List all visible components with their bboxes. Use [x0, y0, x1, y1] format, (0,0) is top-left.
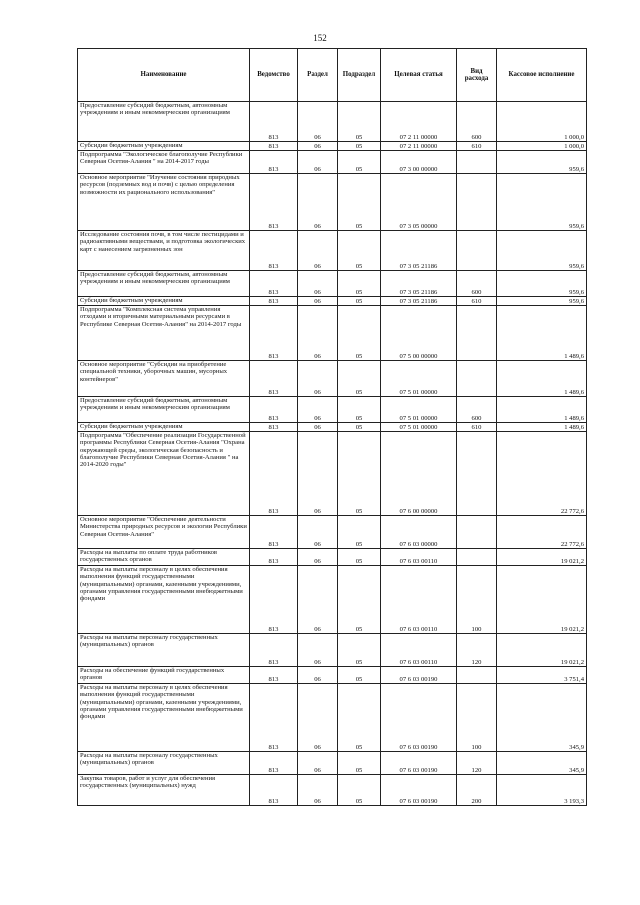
- cell-celevaya: 07 6 03 00190: [381, 667, 457, 684]
- cell-name: Расходы на обеспечение функций государственных органов: [78, 667, 250, 684]
- cell-vid: [457, 432, 497, 516]
- cell-razdel: 06: [298, 684, 338, 752]
- table-row: [78, 432, 587, 516]
- cell-kassa: 1 489,6: [497, 397, 587, 423]
- cell-vedomstvo: 813: [250, 752, 298, 775]
- cell-razdel: 06: [298, 667, 338, 684]
- cell-celevaya: 07 6 03 00190: [381, 775, 457, 806]
- cell-razdel: 06: [298, 549, 338, 566]
- cell-vedomstvo: 813: [250, 516, 298, 549]
- cell-vedomstvo: 813: [250, 549, 298, 566]
- cell-kassa: 959,6: [497, 151, 587, 174]
- header-name: Наименование: [78, 49, 250, 102]
- cell-vid: 610: [457, 142, 497, 151]
- table-row: [78, 151, 587, 174]
- table-row: [78, 102, 587, 142]
- cell-razdel: 06: [298, 306, 338, 361]
- cell-celevaya: 07 6 03 00190: [381, 752, 457, 775]
- cell-razdel: 06: [298, 752, 338, 775]
- cell-podrazdel: 05: [338, 423, 381, 432]
- cell-razdel: 06: [298, 297, 338, 306]
- table-row: [78, 667, 587, 684]
- cell-vid: [457, 667, 497, 684]
- cell-podrazdel: 05: [338, 142, 381, 151]
- cell-name: Основное мероприятие "Субсидии на приобретение специальной техники, уборочных машин, мусорных контейнеров": [78, 361, 250, 397]
- budget-table: [77, 48, 587, 806]
- cell-name: Предоставление субсидий бюджетным, автономным учреждениям и иным некоммерческим организациям: [78, 397, 250, 423]
- cell-razdel: 06: [298, 775, 338, 806]
- cell-kassa: 1 000,0: [497, 142, 587, 151]
- cell-podrazdel: 05: [338, 516, 381, 549]
- cell-kassa: 1 489,6: [497, 361, 587, 397]
- cell-celevaya: 07 6 03 00190: [381, 684, 457, 752]
- cell-name: Основное мероприятие "Обеспечение деятельности Министерства природных ресурсов и экологии Республики Северная Осетия-Алания": [78, 516, 250, 549]
- header-celevaya: Целевая статья: [381, 49, 457, 102]
- cell-name: Расходы на выплаты персоналу в целях обеспечения выполнения функций государственными (муниципальными) органами, казенными учреждениями, органами управления государственными внебюджетными фондами: [78, 684, 250, 752]
- cell-name: Субсидии бюджетным учреждениям: [78, 423, 250, 432]
- cell-name: Расходы на выплаты по оплате труда работников государственных органов: [78, 549, 250, 566]
- cell-vid: 600: [457, 271, 497, 297]
- cell-kassa: 959,6: [497, 231, 587, 271]
- cell-kassa: 1 489,6: [497, 306, 587, 361]
- cell-podrazdel: 05: [338, 549, 381, 566]
- cell-vedomstvo: 813: [250, 231, 298, 271]
- cell-razdel: 06: [298, 102, 338, 142]
- cell-celevaya: 07 3 05 21186: [381, 297, 457, 306]
- cell-celevaya: 07 6 00 00000: [381, 432, 457, 516]
- table-row: [78, 306, 587, 361]
- cell-razdel: 06: [298, 271, 338, 297]
- cell-podrazdel: 05: [338, 231, 381, 271]
- cell-vedomstvo: 813: [250, 634, 298, 667]
- header-vedomstvo: Ведомство: [250, 49, 298, 102]
- cell-vid: [457, 151, 497, 174]
- cell-kassa: 1 000,0: [497, 102, 587, 142]
- cell-name: Субсидии бюджетным учреждениям: [78, 297, 250, 306]
- cell-razdel: 06: [298, 397, 338, 423]
- cell-vedomstvo: 813: [250, 306, 298, 361]
- cell-vid: 610: [457, 297, 497, 306]
- cell-kassa: 345,9: [497, 752, 587, 775]
- cell-name: Расходы на выплаты персоналу государственных (муниципальных) органов: [78, 634, 250, 667]
- cell-name: Основное мероприятие "Изучение состояния природных ресурсов (подземных вод и почв) с целью определения возможности их рационального использования": [78, 174, 250, 231]
- cell-kassa: 19 021,2: [497, 549, 587, 566]
- cell-podrazdel: 05: [338, 174, 381, 231]
- cell-celevaya: 07 2 11 00000: [381, 142, 457, 151]
- cell-vid: 100: [457, 684, 497, 752]
- table-row: [78, 775, 587, 806]
- table-row: [78, 566, 587, 634]
- table-row: [78, 634, 587, 667]
- cell-celevaya: 07 5 01 00000: [381, 361, 457, 397]
- cell-vid: 120: [457, 752, 497, 775]
- table-row: [78, 752, 587, 775]
- header-podrazdel: Подраздел: [338, 49, 381, 102]
- cell-vedomstvo: 813: [250, 174, 298, 231]
- cell-podrazdel: 05: [338, 432, 381, 516]
- cell-razdel: 06: [298, 432, 338, 516]
- cell-razdel: 06: [298, 142, 338, 151]
- cell-vid: [457, 174, 497, 231]
- cell-kassa: 3 751,4: [497, 667, 587, 684]
- header-razdel: Раздел: [298, 49, 338, 102]
- cell-kassa: 345,9: [497, 684, 587, 752]
- cell-podrazdel: 05: [338, 271, 381, 297]
- cell-name: Предоставление субсидий бюджетным, автономным учреждениям и иным некоммерческим организациям: [78, 271, 250, 297]
- cell-vedomstvo: 813: [250, 361, 298, 397]
- cell-kassa: 3 193,3: [497, 775, 587, 806]
- cell-vid: 600: [457, 397, 497, 423]
- cell-podrazdel: 05: [338, 667, 381, 684]
- table-row: [78, 142, 587, 151]
- cell-vid: [457, 231, 497, 271]
- cell-name: Подпрограмма "Обеспечение реализации Государственной программы Республики Северная Осетия-Алания "Охрана окружающей среды, экологическая безопасность и благополучие Республики Северная Осетия-Алания " на 2014-2020 годы": [78, 432, 250, 516]
- cell-podrazdel: 05: [338, 306, 381, 361]
- table-row: [78, 297, 587, 306]
- cell-vedomstvo: 813: [250, 397, 298, 423]
- cell-vedomstvo: 813: [250, 667, 298, 684]
- cell-celevaya: 07 2 11 00000: [381, 102, 457, 142]
- header-vid: Вид расхода: [457, 49, 497, 102]
- cell-podrazdel: 05: [338, 102, 381, 142]
- cell-kassa: 959,6: [497, 271, 587, 297]
- cell-name: Субсидии бюджетным учреждениям: [78, 142, 250, 151]
- cell-vedomstvo: 813: [250, 684, 298, 752]
- cell-kassa: 19 021,2: [497, 566, 587, 634]
- cell-kassa: 959,6: [497, 297, 587, 306]
- cell-razdel: 06: [298, 516, 338, 549]
- cell-podrazdel: 05: [338, 297, 381, 306]
- cell-podrazdel: 05: [338, 634, 381, 667]
- cell-podrazdel: 05: [338, 752, 381, 775]
- cell-vid: 600: [457, 102, 497, 142]
- cell-kassa: 22 772,6: [497, 516, 587, 549]
- cell-celevaya: 07 5 00 00000: [381, 306, 457, 361]
- cell-celevaya: 07 6 03 00110: [381, 566, 457, 634]
- cell-celevaya: 07 6 03 00110: [381, 634, 457, 667]
- cell-vedomstvo: 813: [250, 271, 298, 297]
- cell-vedomstvo: 813: [250, 566, 298, 634]
- cell-name: Подпрограмма "Комплексная система управления отходами и вторичными материальными ресурсами в Республике Северная Осетия-Алания" на 2014-2017 годы: [78, 306, 250, 361]
- cell-razdel: 06: [298, 566, 338, 634]
- cell-vid: 120: [457, 634, 497, 667]
- cell-kassa: 19 021,2: [497, 634, 587, 667]
- cell-celevaya: 07 6 03 00110: [381, 549, 457, 566]
- cell-celevaya: 07 3 05 21186: [381, 231, 457, 271]
- cell-podrazdel: 05: [338, 775, 381, 806]
- cell-celevaya: 07 5 01 00000: [381, 397, 457, 423]
- cell-vedomstvo: 813: [250, 432, 298, 516]
- cell-vedomstvo: 813: [250, 423, 298, 432]
- table-row: [78, 397, 587, 423]
- table-row: [78, 231, 587, 271]
- cell-celevaya: 07 5 01 00000: [381, 423, 457, 432]
- cell-name: Расходы на выплаты персоналу в целях обеспечения выполнения функций государственными (муниципальными) органами, казенными учреждениями, органами управления государственными внебюджетными фондами: [78, 566, 250, 634]
- cell-celevaya: 07 3 00 00000: [381, 151, 457, 174]
- cell-vid: [457, 361, 497, 397]
- cell-name: Закупка товаров, работ и услуг для обеспечения государственных (муниципальных) нужд: [78, 775, 250, 806]
- cell-razdel: 06: [298, 634, 338, 667]
- cell-kassa: 959,6: [497, 174, 587, 231]
- cell-razdel: 06: [298, 174, 338, 231]
- cell-kassa: 22 772,6: [497, 432, 587, 516]
- cell-vedomstvo: 813: [250, 142, 298, 151]
- page-number: 152: [313, 33, 327, 43]
- cell-razdel: 06: [298, 231, 338, 271]
- cell-name: Подпрограмма "Экологическое благополучие Республики Северная Осетия-Алания " на 2014-2017 годы: [78, 151, 250, 174]
- cell-podrazdel: 05: [338, 397, 381, 423]
- table-row: [78, 174, 587, 231]
- cell-razdel: 06: [298, 361, 338, 397]
- cell-vedomstvo: 813: [250, 102, 298, 142]
- cell-name: Расходы на выплаты персоналу государственных (муниципальных) органов: [78, 752, 250, 775]
- cell-celevaya: 07 3 05 21186: [381, 271, 457, 297]
- cell-razdel: 06: [298, 151, 338, 174]
- cell-podrazdel: 05: [338, 684, 381, 752]
- header-kassa: Кассовое исполнение: [497, 49, 587, 102]
- table-row: [78, 423, 587, 432]
- cell-podrazdel: 05: [338, 566, 381, 634]
- cell-name: Исследование состояния почв, в том числе пестицидами и радиоактивными веществами, и подготовка экологических карт с нанесением загрязненных зон: [78, 231, 250, 271]
- cell-podrazdel: 05: [338, 361, 381, 397]
- cell-celevaya: 07 3 05 00000: [381, 174, 457, 231]
- table-row: [78, 361, 587, 397]
- cell-vid: [457, 516, 497, 549]
- cell-vedomstvo: 813: [250, 151, 298, 174]
- cell-vid: [457, 306, 497, 361]
- cell-vid: 100: [457, 566, 497, 634]
- table-header-row: [78, 49, 587, 102]
- cell-celevaya: 07 6 03 00000: [381, 516, 457, 549]
- cell-vid: 200: [457, 775, 497, 806]
- table-row: [78, 271, 587, 297]
- cell-vedomstvo: 813: [250, 297, 298, 306]
- cell-vid: 610: [457, 423, 497, 432]
- cell-razdel: 06: [298, 423, 338, 432]
- table-row: [78, 549, 587, 566]
- cell-name: Предоставление субсидий бюджетным, автономным учреждениям и иным некоммерческим организациям: [78, 102, 250, 142]
- cell-vedomstvo: 813: [250, 775, 298, 806]
- table-row: [78, 516, 587, 549]
- table-row: [78, 684, 587, 752]
- cell-vid: [457, 549, 497, 566]
- cell-kassa: 1 489,6: [497, 423, 587, 432]
- cell-podrazdel: 05: [338, 151, 381, 174]
